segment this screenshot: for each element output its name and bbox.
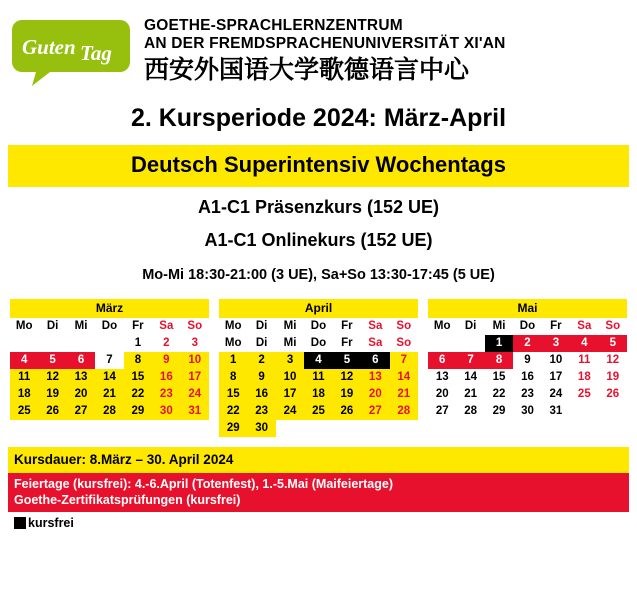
guten-tag-logo bbox=[12, 16, 130, 86]
calendar-day-cell: 23 bbox=[152, 386, 180, 403]
header bbox=[8, 0, 629, 94]
calendar-day-cell: Fr bbox=[341, 337, 353, 349]
calendar-week-row bbox=[219, 335, 418, 352]
weekday-mi: Mi bbox=[74, 320, 88, 332]
calendar-day-cell: 8 bbox=[485, 352, 513, 369]
calendar-cell-empty bbox=[390, 420, 418, 437]
calendar-day-cell: 15 bbox=[492, 371, 506, 383]
calendar-day-cell: 25 bbox=[304, 403, 332, 420]
calendar-week-row bbox=[428, 335, 627, 352]
calendar-cell-empty bbox=[304, 420, 332, 437]
calendar-day-cell: 21 bbox=[95, 386, 123, 403]
calendar-day-cell: 19 bbox=[333, 386, 361, 403]
calendar-week-row bbox=[219, 369, 418, 386]
calendar-week-row bbox=[219, 352, 418, 369]
calendar-body-april bbox=[219, 335, 418, 437]
calendar-day-cell: 2 bbox=[163, 337, 170, 349]
calendar-day-cell: 7 bbox=[106, 354, 113, 366]
calendar-week-row bbox=[10, 352, 209, 369]
calendar-day-cell: 9 bbox=[152, 352, 180, 369]
calendar-day-cell: 21 bbox=[390, 386, 418, 403]
course-presence-line: A1-C1 Präsenzkurs (152 UE) bbox=[197, 197, 440, 217]
weekday-do: Do bbox=[519, 320, 536, 332]
calendar-day-cell: 12 bbox=[333, 369, 361, 386]
calendar-day-cell: 16 bbox=[521, 371, 534, 383]
weekday-mo: Mo bbox=[15, 320, 33, 332]
calendar-day-cell: 2 bbox=[247, 352, 275, 369]
calendar-day-cell: 29 bbox=[492, 405, 506, 417]
calendar-day-cell: 30 bbox=[521, 405, 534, 417]
calendar-row bbox=[8, 299, 629, 437]
weekday-mi: Mi bbox=[283, 320, 297, 332]
calendar-day-cell: 3 bbox=[191, 337, 198, 349]
institution-line-1: GOETHE-SPRACHLERNZENTRUM bbox=[144, 17, 403, 35]
calendar-day-cell: 13 bbox=[435, 371, 449, 383]
calendar-day-cell: 27 bbox=[67, 403, 95, 420]
course-times-line: Mo-Mi 18:30-21:00 (3 UE), Sa+So 13:30-17:45 (5 UE) bbox=[142, 267, 495, 283]
weekday-header-row bbox=[10, 318, 209, 335]
calendar-day-cell: 1 bbox=[219, 352, 247, 369]
calendar-day-cell: Do bbox=[310, 337, 327, 349]
calendar-week-row bbox=[10, 386, 209, 403]
calendar-day-cell: 30 bbox=[152, 403, 180, 420]
calendar-day-cell: 10 bbox=[181, 352, 209, 369]
calendar-day-cell: 31 bbox=[181, 403, 209, 420]
calendar-day-cell: 22 bbox=[124, 386, 152, 403]
calendar-day-cell: 14 bbox=[95, 369, 123, 386]
weekday-so: So bbox=[605, 320, 621, 332]
weekday-header-row bbox=[428, 318, 627, 335]
calendar-cell-empty bbox=[428, 335, 456, 352]
weekday-do: Do bbox=[101, 320, 118, 332]
calendar-day-cell: 11 bbox=[578, 354, 591, 366]
calendar-day-cell: 18 bbox=[304, 386, 332, 403]
calendar-day-cell: 1 bbox=[134, 337, 142, 349]
calendar-day-cell: 19 bbox=[606, 371, 620, 383]
institution-chinese: 西安外国语大学歌德语言中心 bbox=[144, 54, 470, 84]
weekday-fr: Fr bbox=[550, 320, 562, 332]
calendar-day-cell: 25 bbox=[10, 403, 38, 420]
calendar-day-cell: 20 bbox=[435, 388, 449, 400]
calendar-day-cell: 27 bbox=[435, 405, 449, 417]
calendar-week-row bbox=[219, 420, 418, 437]
month-title-maerz: März bbox=[10, 299, 209, 318]
calendar-day-cell: 17 bbox=[549, 371, 563, 383]
weekday-sa: Sa bbox=[368, 320, 383, 332]
calendar-cell-empty bbox=[570, 403, 598, 420]
calendar-body-mai bbox=[428, 335, 627, 420]
calendar-day-cell: 26 bbox=[333, 403, 361, 420]
calendar-day-cell: 18 bbox=[10, 386, 38, 403]
calendar-day-cell: 17 bbox=[181, 369, 209, 386]
calendar-table-maerz bbox=[10, 318, 209, 420]
weekday-mo: Mo bbox=[433, 320, 451, 332]
calendar-day-cell: 12 bbox=[606, 354, 620, 366]
calendar-day-cell: 26 bbox=[38, 403, 66, 420]
calendar-day-cell: 19 bbox=[38, 386, 66, 403]
calendar-day-cell: 6 bbox=[428, 352, 456, 369]
weekday-header-row bbox=[219, 318, 418, 335]
weekday-di: Di bbox=[464, 320, 477, 332]
calendar-day-cell: 26 bbox=[606, 388, 620, 400]
calendar-cell-empty bbox=[333, 420, 361, 437]
calendar-maerz bbox=[10, 299, 209, 437]
weekday-mi: Mi bbox=[492, 320, 506, 332]
legend-label: kursfrei bbox=[28, 516, 74, 531]
course-online-line: A1-C1 Onlinekurs (152 UE) bbox=[204, 230, 433, 250]
calendar-cell-empty bbox=[599, 403, 627, 420]
calendar-cell-empty bbox=[10, 335, 38, 352]
calendar-cell-empty bbox=[67, 335, 95, 352]
calendar-day-cell: 20 bbox=[361, 386, 389, 403]
calendar-day-cell: 5 bbox=[599, 335, 627, 352]
calendar-day-cell: 30 bbox=[247, 420, 275, 437]
calendar-day-cell: 24 bbox=[181, 386, 209, 403]
black-swatch-icon bbox=[14, 517, 26, 529]
calendar-week-row bbox=[219, 386, 418, 403]
calendar-day-cell: 6 bbox=[67, 352, 95, 369]
calendar-day-cell: 3 bbox=[542, 335, 570, 352]
calendar-day-cell: 24 bbox=[549, 388, 563, 400]
calendar-day-cell: 9 bbox=[247, 369, 275, 386]
holiday-line: Feiertage (kursfrei): 4.-6.April (Totenfest), 1.-5.Mai (Maifeiertage) bbox=[14, 477, 394, 491]
calendar-day-cell: 1 bbox=[485, 335, 513, 352]
course-period-title: 2. Kursperiode 2024: März-April bbox=[130, 104, 507, 132]
calendar-day-cell: 29 bbox=[219, 420, 247, 437]
calendar-day-cell: Sa bbox=[368, 337, 383, 349]
calendar-day-cell: 29 bbox=[124, 403, 152, 420]
exam-line: Goethe-Zertifikatsprüfungen (kursfrei) bbox=[14, 492, 241, 507]
calendar-day-cell: 22 bbox=[219, 403, 247, 420]
calendar-day-cell: 4 bbox=[570, 335, 598, 352]
calendar-day-cell: 5 bbox=[333, 352, 361, 369]
institution-line-2: AN DER FREMDSPRACHENUNIVERSITÄT XI'AN bbox=[144, 35, 506, 52]
weekday-mo: Mo bbox=[224, 320, 242, 332]
weekday-sa: Sa bbox=[577, 320, 592, 332]
calendar-april bbox=[219, 299, 418, 437]
weekday-sa: Sa bbox=[159, 320, 174, 332]
calendar-day-cell: 28 bbox=[390, 403, 418, 420]
calendar-day-cell: 7 bbox=[456, 352, 484, 369]
header-titles bbox=[144, 17, 506, 85]
calendar-day-cell: 27 bbox=[361, 403, 389, 420]
calendar-day-cell: 12 bbox=[38, 369, 66, 386]
calendar-day-cell: So bbox=[396, 337, 412, 349]
svg-text:Tag: Tag bbox=[80, 41, 112, 65]
legend-item-kursfrei bbox=[14, 516, 74, 530]
holiday-info-bar bbox=[8, 473, 629, 512]
calendar-table-april bbox=[219, 318, 418, 437]
calendar-day-cell: 15 bbox=[219, 386, 247, 403]
calendar-day-cell: 3 bbox=[276, 352, 304, 369]
calendar-day-cell: 18 bbox=[577, 371, 591, 383]
footer bbox=[8, 447, 629, 536]
calendar-day-cell: 16 bbox=[247, 386, 275, 403]
calendar-day-cell: 14 bbox=[464, 371, 478, 383]
calendar-day-cell: 23 bbox=[247, 403, 275, 420]
calendar-week-row bbox=[219, 403, 418, 420]
calendar-day-cell: 7 bbox=[390, 352, 418, 369]
calendar-week-row bbox=[428, 403, 627, 420]
svg-text:Guten: Guten bbox=[22, 35, 76, 59]
calendar-day-cell: 4 bbox=[304, 352, 332, 369]
calendar-cell-empty bbox=[276, 420, 304, 437]
calendar-day-cell: 15 bbox=[124, 369, 152, 386]
calendar-day-cell: 11 bbox=[304, 369, 332, 386]
calendar-day-cell: 5 bbox=[38, 352, 66, 369]
calendar-cell-empty bbox=[361, 420, 389, 437]
calendar-day-cell: 16 bbox=[152, 369, 180, 386]
weekday-so: So bbox=[187, 320, 203, 332]
calendar-day-cell: Mi bbox=[283, 337, 297, 349]
weekday-di: Di bbox=[255, 320, 268, 332]
calendar-cell-empty bbox=[95, 335, 123, 352]
weekday-fr: Fr bbox=[341, 320, 353, 332]
weekday-so: So bbox=[396, 320, 412, 332]
calendar-day-cell: 28 bbox=[464, 405, 478, 417]
calendar-week-row bbox=[10, 403, 209, 420]
calendar-table-mai bbox=[428, 318, 627, 420]
weekday-di: Di bbox=[46, 320, 59, 332]
calendar-day-cell: 4 bbox=[10, 352, 38, 369]
weekday-fr: Fr bbox=[132, 320, 144, 332]
logo-icon bbox=[12, 16, 130, 86]
calendar-day-cell: 13 bbox=[361, 369, 389, 386]
month-title-april: April bbox=[219, 299, 418, 318]
legend bbox=[8, 512, 629, 536]
calendar-day-cell: 20 bbox=[67, 386, 95, 403]
calendar-day-cell: 6 bbox=[361, 352, 389, 369]
course-type-banner: Deutsch Superintensiv Wochentags bbox=[8, 145, 629, 187]
calendar-day-cell: 10 bbox=[549, 354, 563, 366]
calendar-day-cell: Di bbox=[255, 337, 268, 349]
calendar-body-maerz bbox=[10, 335, 209, 420]
calendar-day-cell: 8 bbox=[124, 352, 152, 369]
calendar-day-cell: 22 bbox=[492, 388, 506, 400]
calendar-week-row bbox=[428, 352, 627, 369]
calendar-day-cell: Mo bbox=[224, 337, 242, 349]
calendar-day-cell: 13 bbox=[67, 369, 95, 386]
calendar-day-cell: 14 bbox=[390, 369, 418, 386]
calendar-cell-empty bbox=[38, 335, 66, 352]
calendar-day-cell: 2 bbox=[513, 335, 541, 352]
calendar-day-cell: 23 bbox=[521, 388, 534, 400]
course-duration-bar: Kursdauer: 8.März – 30. April 2024 bbox=[8, 447, 629, 473]
calendar-week-row bbox=[428, 386, 627, 403]
calendar-day-cell: 10 bbox=[276, 369, 304, 386]
calendar-mai bbox=[428, 299, 627, 437]
calendar-week-row bbox=[10, 369, 209, 386]
calendar-day-cell: 25 bbox=[577, 388, 591, 400]
calendar-day-cell: 28 bbox=[95, 403, 123, 420]
calendar-week-row bbox=[10, 335, 209, 352]
month-title-mai: Mai bbox=[428, 299, 627, 318]
calendar-day-cell: 21 bbox=[464, 388, 478, 400]
calendar-day-cell: 8 bbox=[219, 369, 247, 386]
calendar-day-cell: 11 bbox=[10, 369, 38, 386]
calendar-day-cell: 31 bbox=[549, 405, 563, 417]
calendar-cell-empty bbox=[456, 335, 484, 352]
calendar-day-cell: 9 bbox=[524, 354, 531, 366]
calendar-day-cell: 24 bbox=[276, 403, 304, 420]
calendar-week-row bbox=[428, 369, 627, 386]
weekday-do: Do bbox=[310, 320, 327, 332]
calendar-day-cell: 17 bbox=[276, 386, 304, 403]
